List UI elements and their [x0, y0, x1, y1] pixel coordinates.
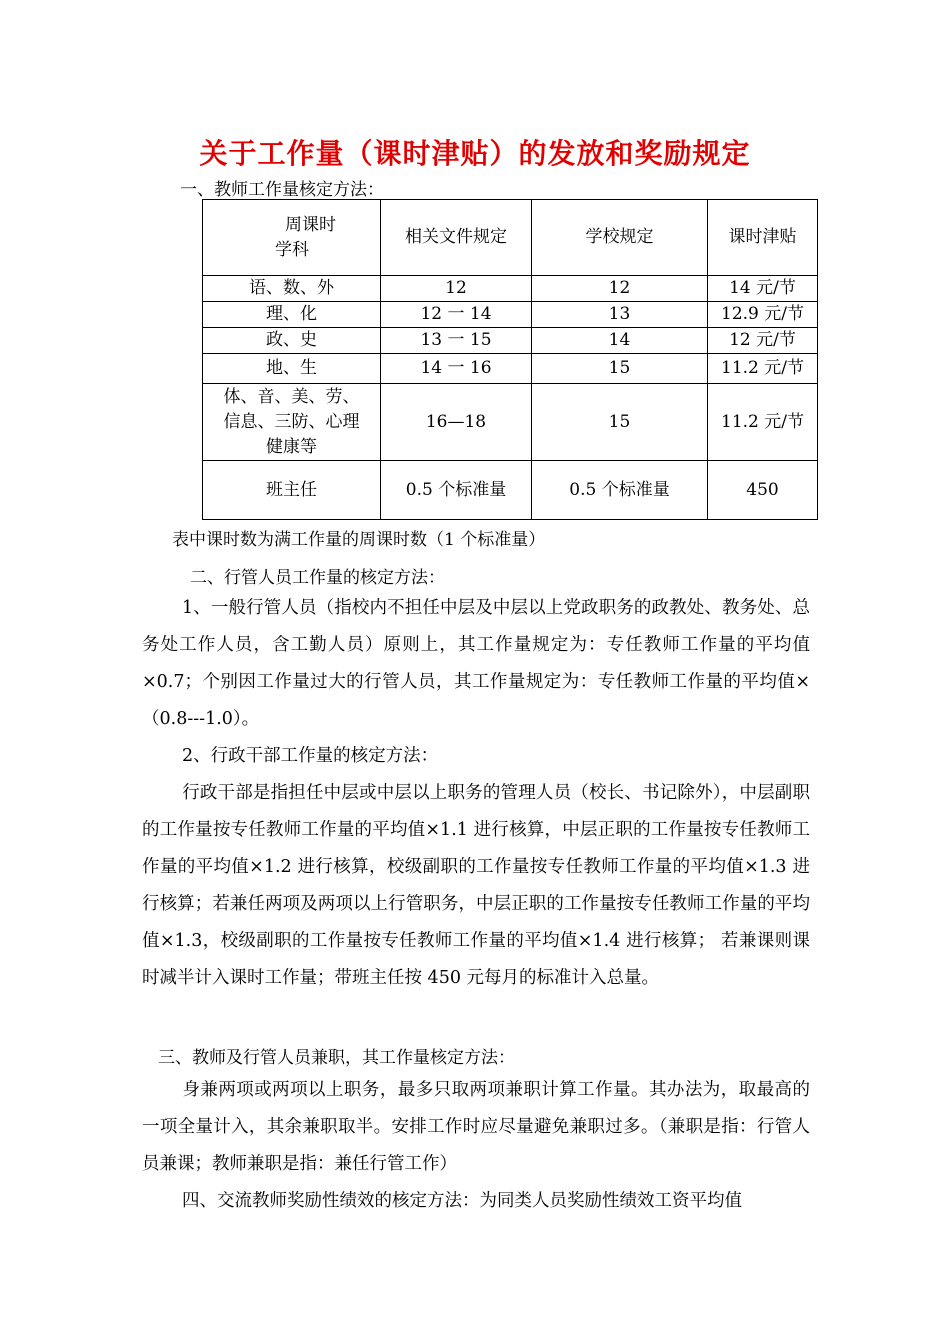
cell-doc: 16—18: [381, 384, 532, 461]
cell-subject-multiline: [203, 384, 381, 461]
table-row: [203, 384, 818, 461]
cell-school: 12: [532, 276, 708, 302]
document-title: 关于工作量（课时津贴）的发放和奖励规定: [199, 137, 751, 170]
cell-subject: 语、数、外: [203, 276, 381, 302]
table-row: [203, 461, 818, 520]
header-weekly-hours: 周课时: [285, 214, 336, 235]
subject-line: 信息、三防、心理: [223, 411, 360, 432]
cell-allowance: 12.9 元/节: [708, 302, 818, 328]
cell-subject: 地、生: [203, 354, 381, 384]
cell-subject: 政、史: [203, 328, 381, 354]
cell-doc: 13 一 15: [381, 328, 532, 354]
paragraph-item2-body: [142, 775, 810, 997]
cell-doc: 12: [381, 276, 532, 302]
table-note: 表中课时数为满工作量的周课时数（1 个标准量）: [172, 530, 546, 550]
header-subject: 学科: [275, 239, 309, 260]
table-row: [203, 302, 818, 328]
cell-doc: 0.5 个标准量: [381, 461, 532, 520]
cell-subject: 班主任: [203, 461, 381, 520]
diagonal-header-cell: [203, 200, 381, 276]
subject-line: 健康等: [266, 436, 317, 457]
cell-school: 14: [532, 328, 708, 354]
item1-text: 1、一般行管人员（指校内不担任中层及中层以上党政职务的政教处、教务处、总务处工作人员，含工勤人员）原则上，其工作量规定为：专任教师工作量的平均值×0.7；个别因工作量过大的行管人员，其工作量规定为：专任教师工作量的平均值×（0.8---1.0）。: [142, 598, 810, 729]
subject-line: 体、音、美、劳、: [223, 386, 360, 407]
cell-school: 15: [532, 354, 708, 384]
header-allowance: 课时津贴: [708, 200, 818, 276]
section3-text: 身兼两项或两项以上职务，最多只取两项兼职计算工作量。其办法为，取最高的一项全量计入，其余兼职取半。安排工作时应尽量避免兼职过多。（兼职是指：行管人员兼课；教师兼职是指：兼任行管工作）: [142, 1080, 810, 1174]
cell-allowance: 11.2 元/节: [708, 354, 818, 384]
item2-body-text: 行政干部是指担任中层或中层以上职务的管理人员（校长、书记除外），中层副职的工作量按专任教师工作量的平均值×1.1 进行核算，中层正职的工作量按专任教师工作量的平均值×1.2 进行核算，校级副职的工作量按专任教师工作量的平均值×1.3 进行核算；若兼任两项及两项以上行管职务，中层正职的工作量按专任教师工作量的平均值×1.3，校级副职的工作量按专任教师工作量的平均值×1.4 进行核算； 若兼课则课时减半计入课时工作量；带班主任按 450 元每月的标准计入总量。: [142, 783, 810, 988]
cell-allowance: 450: [708, 461, 818, 520]
section2-heading: 二、行管人员工作量的核定方法：: [190, 568, 445, 588]
cell-allowance: 14 元/节: [708, 276, 818, 302]
workload-table: [202, 199, 818, 520]
section4-text: 四、交流教师奖励性绩效的核定方法：为同类人员奖励性绩效工资平均值: [182, 1191, 742, 1211]
section3-heading: 三、教师及行管人员兼职，其工作量核定方法：: [158, 1048, 515, 1068]
table-header-row: [203, 200, 818, 276]
item2-heading-text: 2、行政干部工作量的核定方法：: [182, 746, 439, 766]
paragraph-item2-heading: [142, 738, 810, 775]
cell-allowance: 12 元/节: [708, 328, 818, 354]
cell-school: 15: [532, 384, 708, 461]
header-doc-rule: 相关文件规定: [381, 200, 532, 276]
cell-school: 13: [532, 302, 708, 328]
table-row: [203, 354, 818, 384]
paragraph-section4: [142, 1183, 810, 1220]
paragraph-section3: [142, 1072, 810, 1183]
header-school-rule: 学校规定: [532, 200, 708, 276]
cell-doc: 14 一 16: [381, 354, 532, 384]
table-row: [203, 276, 818, 302]
table-row: [203, 328, 818, 354]
paragraph-item1: [142, 590, 810, 738]
cell-school: 0.5 个标准量: [532, 461, 708, 520]
cell-doc: 12 一 14: [381, 302, 532, 328]
section1-heading: 一、教师工作量核定方法：: [180, 180, 384, 200]
cell-allowance: 11.2 元/节: [708, 384, 818, 461]
cell-subject: 理、化: [203, 302, 381, 328]
